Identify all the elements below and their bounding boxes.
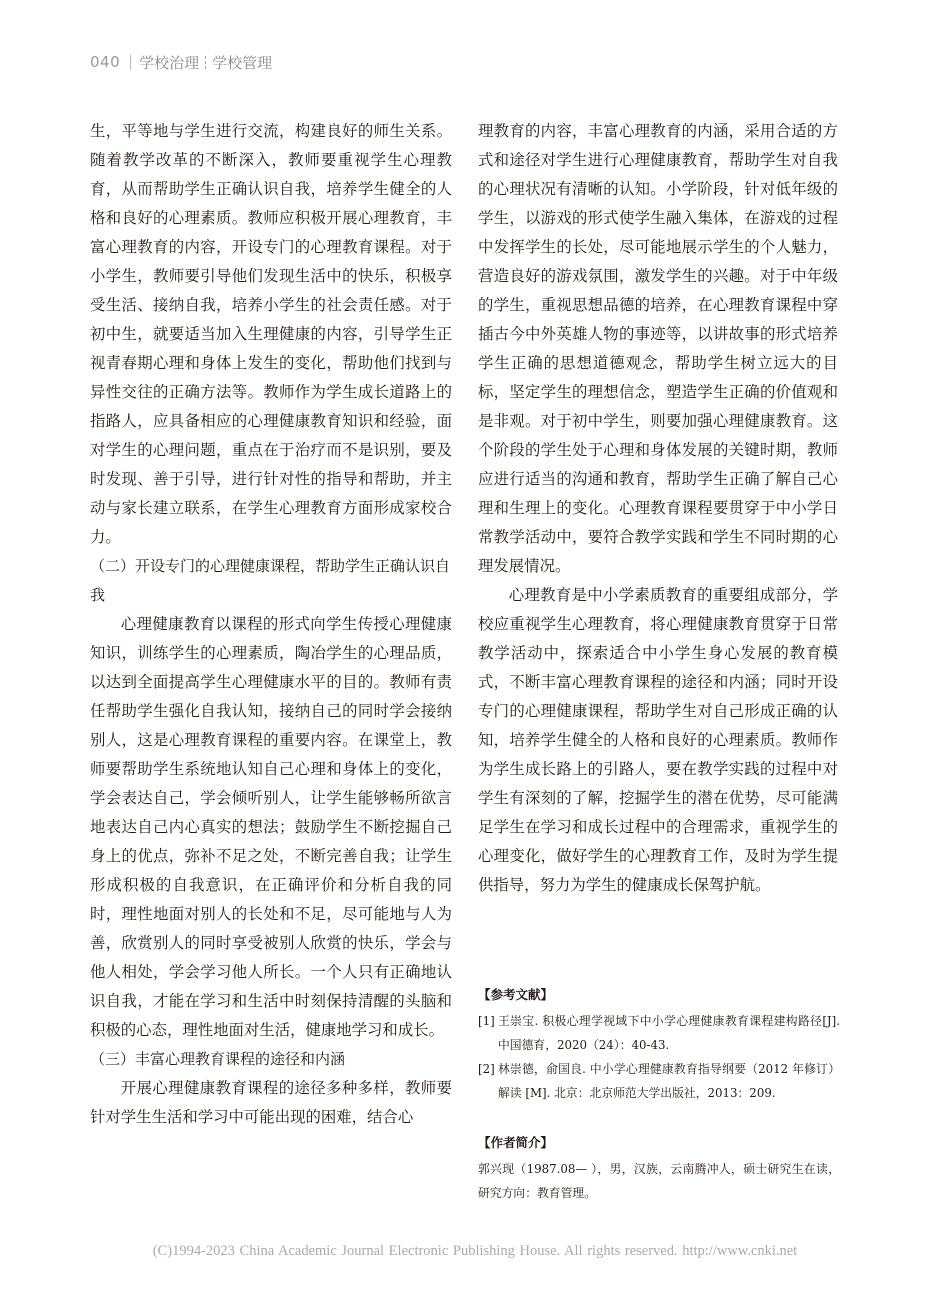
reference-item xyxy=(478,1009,840,1057)
left-column xyxy=(90,117,452,1132)
reference-item xyxy=(478,1057,840,1105)
section-heading: （三）丰富心理教育课程的途径和内涵 xyxy=(90,1050,346,1068)
reference-number: [2] xyxy=(478,1062,495,1076)
body-paragraph: 开展心理健康教育课程的途径多种多样，教师要针对学生生活和学习中可能出现的困难，结合心 xyxy=(90,1079,452,1126)
header-section: 学校治理 xyxy=(139,53,200,72)
author-bio-section xyxy=(478,1133,840,1205)
page-number: 040 xyxy=(90,53,121,71)
header-divider xyxy=(130,55,131,70)
reference-number: [1] xyxy=(478,1014,495,1028)
references-title: 【参考文献】 xyxy=(478,987,554,1002)
author-bio-text: 郭兴现（1987.08— ），男，汉族，云南腾冲人，硕士研究生在读，研究方向：教育管理。 xyxy=(478,1162,840,1200)
running-header xyxy=(90,50,272,74)
body-paragraph: 生，平等地与学生进行交流，构建良好的师生关系。随着教学改革的不断深入，教师要重视学生心理教育，从而帮助学生正确认识自我，培养学生健全的人格和良好的心理素质。教师应积极开展心理教育，丰富心理教育的内容，开设专门的心理教育课程。对于小学生，教师要引导他们发现生活中的快乐，积极享受生活、接纳自我，培养小学生的社会责任感。对于初中生，就要适当加入生理健康的内容，引导学生正视青春期心理和身体上发生的变化，帮助他们找到与异性交往的正确方法等。教师作为学生成长道路上的指路人，应具备相应的心理健康教育知识和经验，面对学生的心理问题，重点在于治疗而不是识别，要及时发现、善于引导，进行针对性的指导和帮助，并主动与家长建立联系，在学生心理教育方面形成家校合力。 xyxy=(90,122,452,546)
header-dashed-divider xyxy=(205,56,206,69)
body-paragraph: 心理教育是中小学素质教育的重要组成部分，学校应重视学生心理教育，将心理健康教育贯穿于日常教学活动中，探索适合中小学生身心发展的教育模式，不断丰富心理教育课程的途径和内涵；同时开设专门的心理健康课程，帮助学生对自己形成正确的认知，培养学生健全的人格和良好的心理素质。教师作为学生成长路上的引路人，要在教学实践的过程中对学生有深刻的了解，挖掘学生的潜在优势，尽可能满足学生在学习和成长过程中的合理需求，重视学生的心理变化，做好学生的心理教育工作，及时为学生提供指导，努力为学生的健康成长保驾护航。 xyxy=(478,586,838,894)
reference-text: 林崇德，俞国良. 中小学心理健康教育指导纲要（2012 年修订）解读 [M]. 北京：北京师范大学出版社，2013：209. xyxy=(498,1062,840,1100)
body-paragraph: 心理健康教育以课程的形式向学生传授心理健康知识，训练学生的心理素质，陶冶学生的心理品质，以达到全面提高学生心理健康水平的目的。教师有责任帮助学生强化自我认知，接纳自己的同时学会接纳别人，这是心理教育课程的重要内容。在课堂上，教师要帮助学生系统地认知自己心理和身体上的变化，学会表达自己，学会倾听别人，让学生能够畅所欲言地表达自己内心真实的想法；鼓励学生不断挖掘自己身上的优点，弥补不足之处，不断完善自我；让学生形成积极的自我意识，在正确评价和分析自我的同时，理性地面对别人的长处和不足，尽可能地与人为善，欣赏别人的同时享受被别人欣赏的快乐，学会与他人相处，学会学习他人所长。一个人只有正确地认识自我，才能在学习和生活中时刻保持清醒的头脑和积极的心态，理性地面对生活，健康地学习和成长。 xyxy=(90,615,452,1039)
header-subsection: 学校管理 xyxy=(212,53,273,72)
references-section xyxy=(478,985,840,1105)
author-bio-title: 【作者简介】 xyxy=(478,1135,554,1150)
body-paragraph: 理教育的内容，丰富心理教育的内涵，采用合适的方式和途径对学生进行心理健康教育，帮助学生对自我的心理状况有清晰的认知。小学阶段，针对低年级的学生，以游戏的形式使学生融入集体，在游戏的过程中发挥学生的长处，尽可能地展示学生的个人魅力，营造良好的游戏氛围，激发学生的兴趣。对于中年级的学生，重视思想品德的培养，在心理教育课程中穿插古今中外英雄人物的事迹等，以讲故事的形式培养学生正确的思想道德观念，帮助学生树立远大的目标，坚定学生的理想信念，塑造学生正确的价值观和是非观。对于初中学生，则要加强心理健康教育。这个阶段的学生处于心理和身体发展的关键时期，教师应进行适当的沟通和教育，帮助学生正确了解自己心理和生理上的变化。心理教育课程要贯穿于中小学日常教学活动中，要符合教学实践和学生不同时期的心理发展情况。 xyxy=(478,122,838,575)
reference-text: 王崇宝. 积极心理学视域下中小学心理健康教育课程建构路径[J]. 中国德育，2020（24）：40-43. xyxy=(498,1014,840,1052)
section-heading: （二）开设专门的心理健康课程，帮助学生正确认识自我 xyxy=(90,557,451,604)
right-column xyxy=(478,117,838,900)
copyright-footer: (C)1994-2023 China Academic Journal Electronic Publishing House. All rights reserved. http://www.cnki.net xyxy=(152,1243,798,1259)
